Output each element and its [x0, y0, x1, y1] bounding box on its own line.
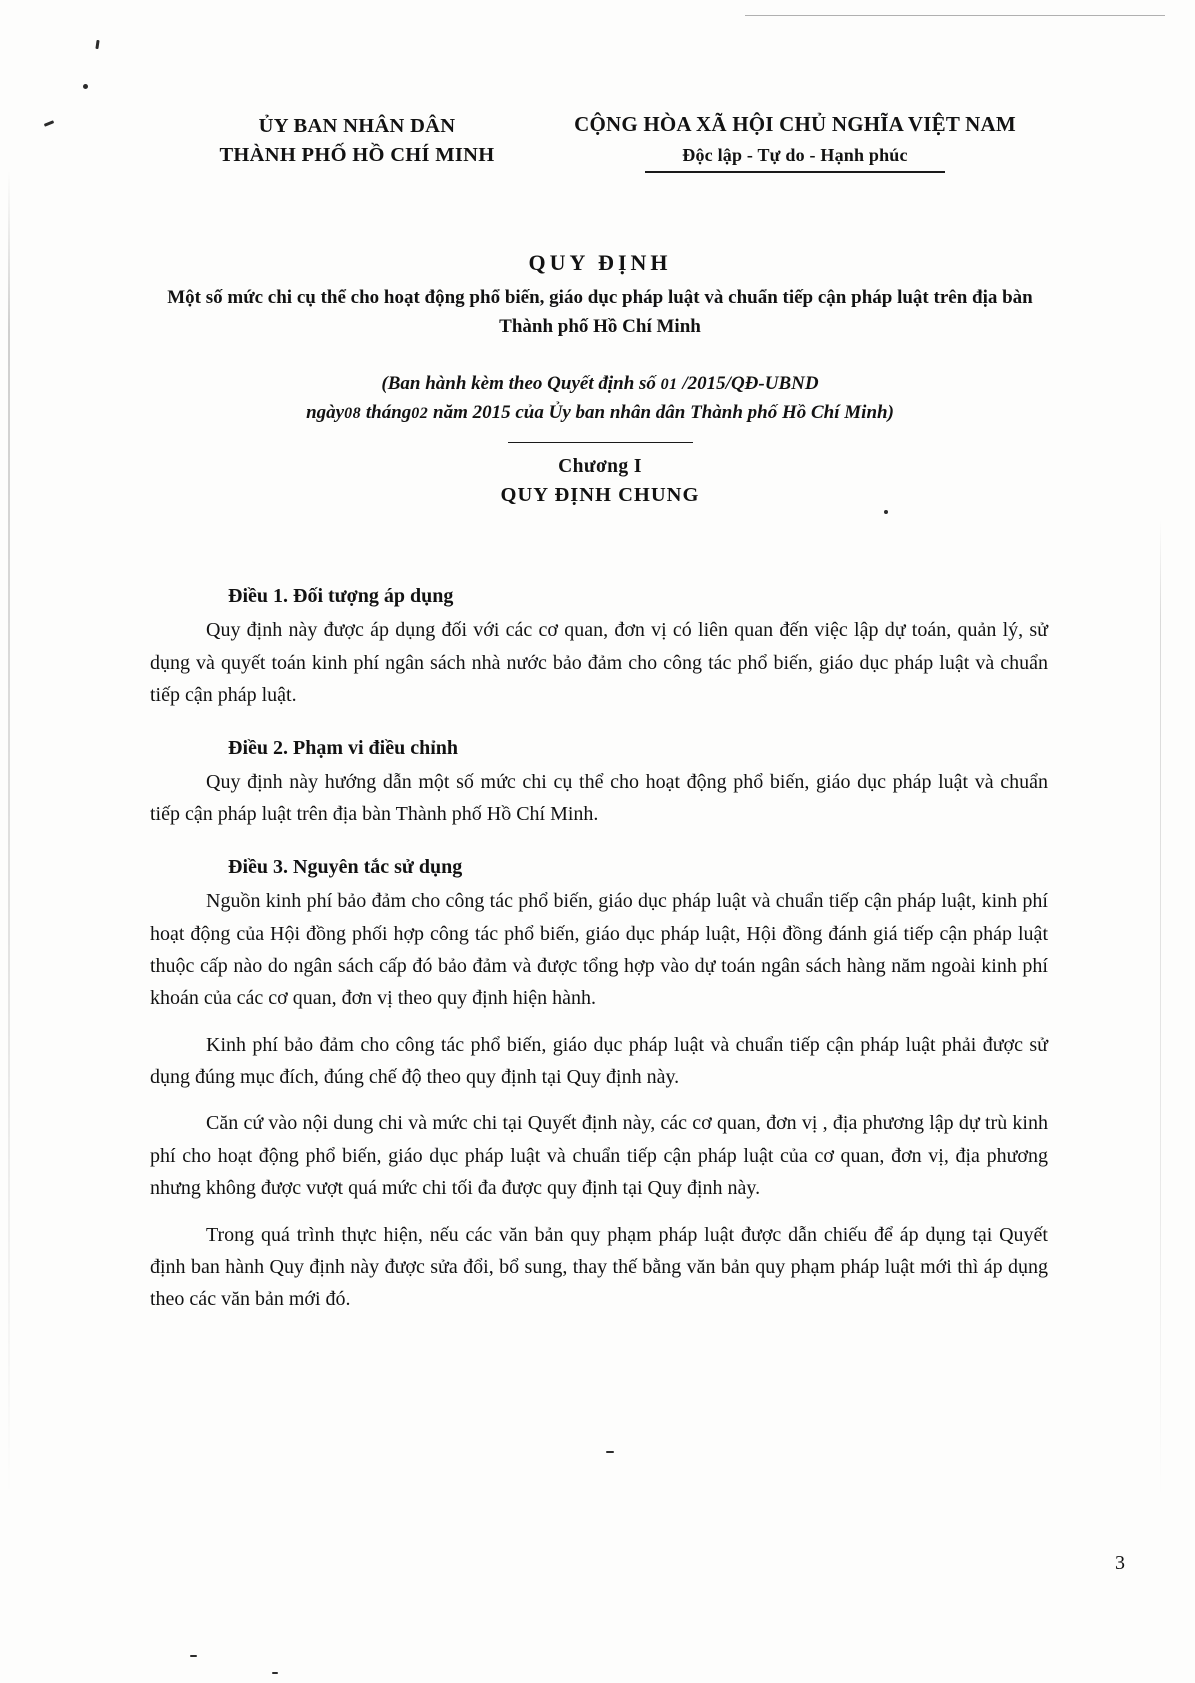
- article-heading-1: Điều 1. Đối tượng áp dụng: [228, 585, 454, 607]
- issuing-authority-line2: THÀNH PHỐ HỒ CHÍ MINH: [219, 144, 495, 167]
- letterhead: [150, 112, 1050, 173]
- issuance-day-handwritten: 08: [344, 405, 362, 423]
- title-block: [150, 250, 1050, 443]
- article-3-paragraph-4: Trong quá trình thực hiện, nếu các văn bản quy phạm pháp luật được dẫn chiếu để áp dụng tại Quyết định ban hành Quy định này được sửa đổi, bổ sung, thay thế bằng văn bản quy phạm pháp luật mới thì áp dụng theo các văn bản mới đó.: [150, 1223, 1048, 1311]
- issuance-number-handwritten: 01: [660, 376, 678, 393]
- article-2-paragraph-1: Quy định này hướng dẫn một số mức chi cụ thể cho hoạt động phổ biến, giáo dục pháp luật và chuẩn tiếp cận pháp luật trên địa bàn Thành phố Hồ Chí Minh.: [150, 770, 1048, 826]
- document-body: [150, 560, 1050, 1316]
- scan-artifact-top-rule: [745, 15, 1165, 16]
- article-1-paragraph-1: Quy định này được áp dụng đối với các cơ quan, đơn vị có liên quan đến việc lập dự toán, quản lý, sử dụng và quyết toán kinh phí ngân sách nhà nước bảo đảm cho công tác phổ biến, giáo dục pháp luật và chuẩn tiếp cận pháp luật.: [150, 619, 1048, 707]
- article-3-paragraph-1: Nguồn kinh phí bảo đảm cho công tác phổ biến, giáo dục pháp luật và chuẩn tiếp cận pháp luật, kinh phí hoạt động của Hội đồng phối hợp công tác phổ biến, giáo dục pháp luật, Hội đồng đánh giá tiếp cận pháp luật thuộc cấp nào do ngân sách cấp đó bảo đảm và được tổng hợp vào dự toán ngân sách hàng năm ngoài kinh phí khoán của các cơ quan, đơn vị theo quy định hiện hành.: [150, 890, 1048, 1010]
- document-subject: Một số mức chi cụ thể cho hoạt động phổ biến, giáo dục pháp luật và chuẩn tiếp cận pháp luật trên địa bàn Thành phố Hồ Chí Minh: [167, 287, 1033, 337]
- motto-underline: [645, 171, 945, 173]
- national-motto: Độc lập - Tự do - Hạnh phúc: [682, 145, 908, 165]
- issuance-year-and-authority: năm 2015 của Ủy ban nhân dân Thành phố Hồ Chí Minh): [433, 402, 894, 424]
- issuance-number-suffix: /2015/QĐ-UBND: [682, 373, 819, 394]
- article-3-paragraph-3: Căn cứ vào nội dung chi và mức chi tại Quyết định này, các cơ quan, đơn vị , địa phương lập dự trù kinh phí cho hoạt động phổ biến, giáo dục pháp luật và chuẩn tiếp cận pháp luật của cơ quan, đơn vị, địa phương nhưng không được vượt quá mức chi tối đa được quy định tại Quy định này.: [150, 1112, 1048, 1200]
- chapter-name: QUY ĐỊNH CHUNG: [500, 484, 700, 506]
- issuance-reference: [150, 369, 1050, 428]
- title-underline: [508, 442, 693, 444]
- issuance-prefix: (Ban hành kèm theo Quyết định số: [381, 373, 656, 394]
- article-heading-2: Điều 2. Phạm vi điều chỉnh: [228, 736, 459, 759]
- scan-speck: [272, 1672, 278, 1674]
- chapter-number: Chương I: [558, 456, 642, 477]
- scan-artifact-left-edge: [8, 170, 10, 1500]
- issuing-authority: [192, 112, 522, 170]
- scan-speck: [44, 120, 54, 127]
- scan-speck: [606, 1451, 614, 1453]
- page-number: 3: [1115, 1552, 1125, 1574]
- issuance-month-handwritten: 02: [411, 405, 429, 423]
- issuance-reference-line1: [150, 369, 1050, 398]
- issuance-day-label: ngày: [306, 402, 345, 424]
- scan-artifact-right-edge: [1160, 520, 1161, 1500]
- national-heading: [540, 112, 1050, 173]
- chapter-heading: [150, 456, 1050, 507]
- issuance-reference-line2: [150, 398, 1050, 427]
- issuing-authority-line1: ỦY BAN NHÂN DÂN: [258, 115, 456, 137]
- scan-speck: [884, 510, 888, 514]
- scan-speck: [190, 1655, 197, 1657]
- issuance-month-label: tháng: [365, 402, 412, 424]
- scan-speck: [83, 84, 88, 89]
- national-name: CỘNG HÒA XÃ HỘI CHỦ NGHĨA VIỆT NAM: [574, 112, 1016, 136]
- article-heading-3: Điều 3. Nguyên tắc sử dụng: [228, 855, 463, 878]
- article-3-paragraph-2: Kinh phí bảo đảm cho công tác phổ biến, giáo dục pháp luật và chuẩn tiếp cận pháp luật phải được sử dụng đúng mục đích, đúng chế độ theo quy định tại Quy định này.: [150, 1033, 1048, 1089]
- document-kind: QUY ĐỊNH: [528, 250, 672, 275]
- scan-speck: [95, 40, 99, 49]
